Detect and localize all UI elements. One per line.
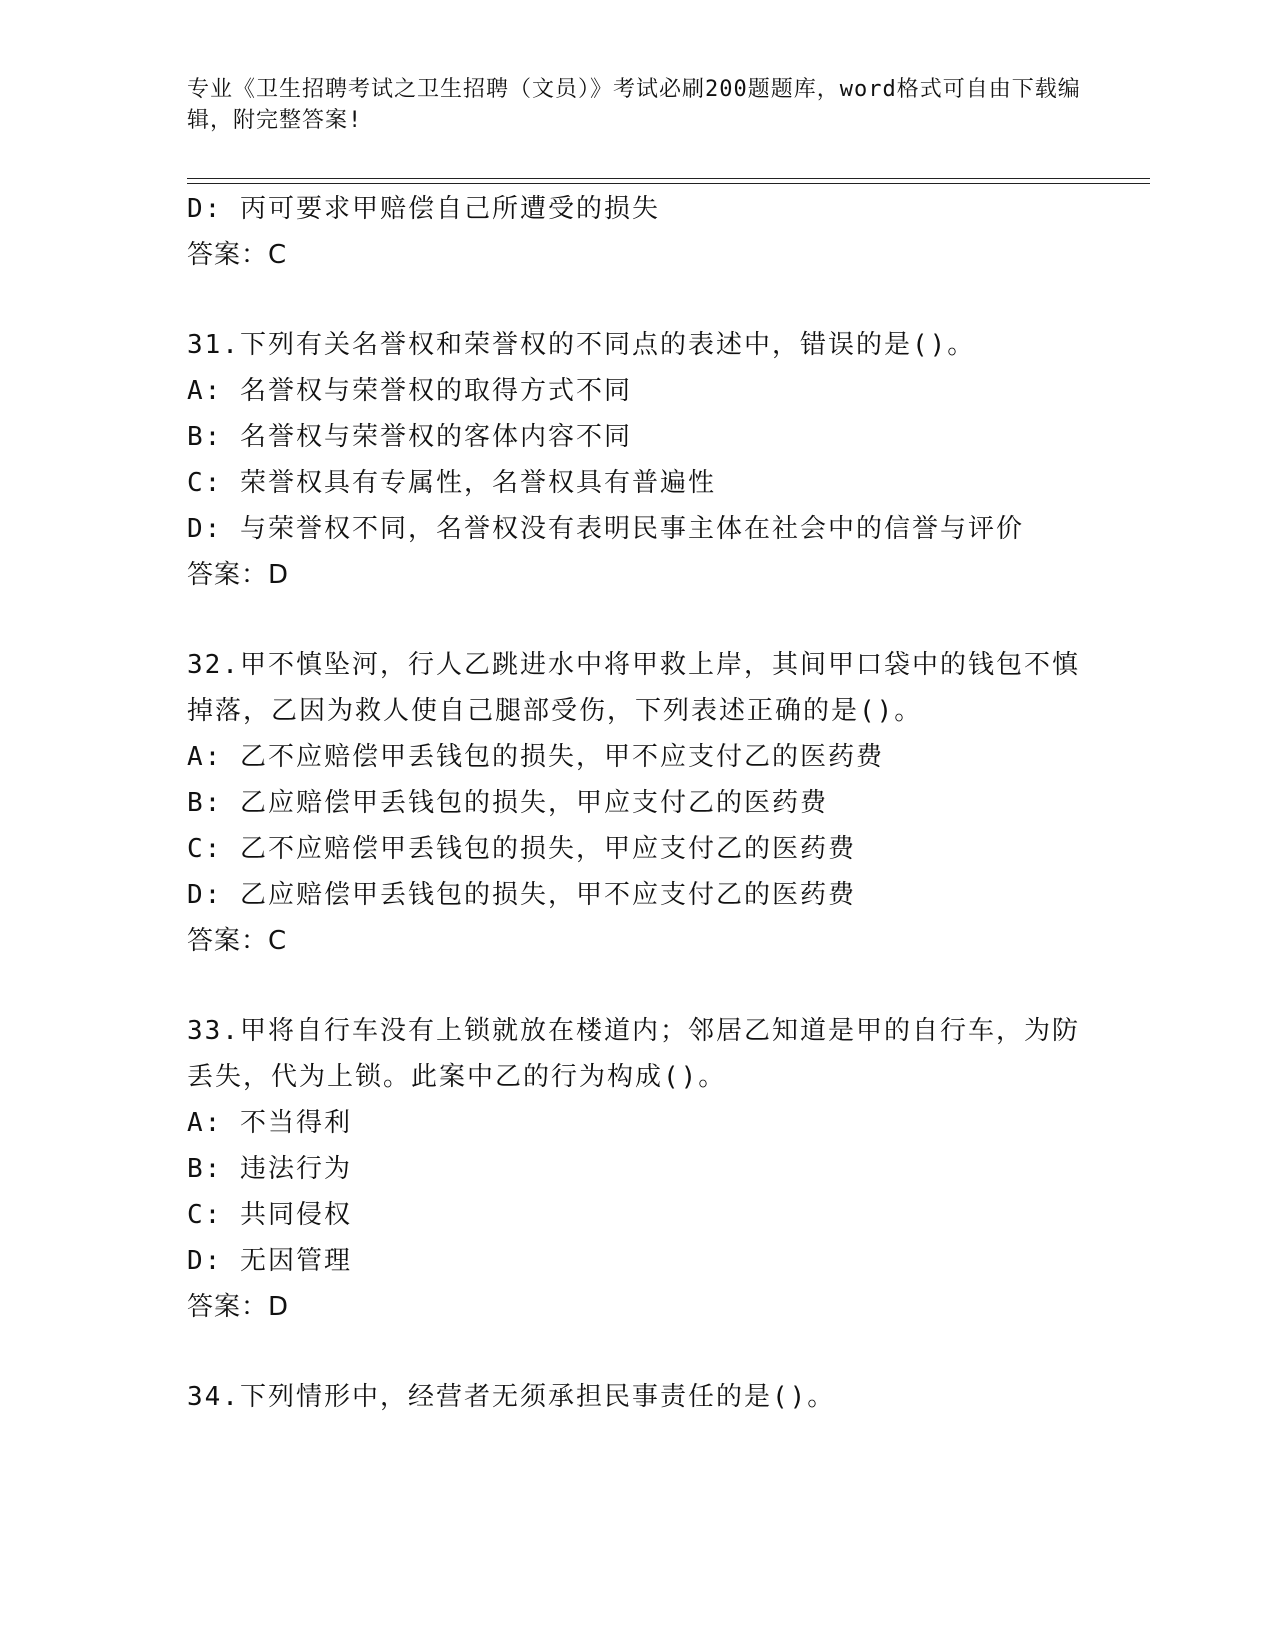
spacer (187, 1330, 1087, 1374)
header-divider-bottom (187, 183, 1150, 184)
option-a: A: 不当得利 (187, 1108, 352, 1138)
header-divider-top (187, 178, 1150, 179)
option-b: B: 违法行为 (187, 1154, 352, 1184)
answer: 答案：C (187, 926, 288, 956)
option-c: C: 荣誉权具有专属性，名誉权具有普遍性 (187, 468, 716, 498)
option-a: A: 名誉权与荣誉权的取得方式不同 (187, 376, 632, 406)
question-31: 31.下列有关名誉权和荣誉权的不同点的表述中，错误的是()。 (187, 330, 976, 360)
question-33: 33.甲将自行车没有上锁就放在楼道内；邻居乙知道是甲的自行车，为防丢失，代为上锁。此案中乙的行为构成()。 (187, 1016, 1080, 1092)
spacer (187, 598, 1087, 642)
option-c: C: 共同侵权 (187, 1200, 352, 1230)
question-34: 34.下列情形中，经营者无须承担民事责任的是()。 (187, 1382, 836, 1412)
option-d: D: 丙可要求甲赔偿自己所遭受的损失 (187, 194, 660, 224)
spacer (187, 278, 1087, 322)
answer: 答案：C (187, 240, 288, 270)
answer: 答案：D (187, 1292, 290, 1322)
option-b: B: 乙应赔偿甲丢钱包的损失，甲应支付乙的医药费 (187, 788, 828, 818)
spacer (187, 964, 1087, 1008)
document-header: 专业《卫生招聘考试之卫生招聘（文员）》考试必刷200题题库，word格式可自由下载编辑，附完整答案! (187, 77, 1081, 133)
option-b: B: 名誉权与荣誉权的客体内容不同 (187, 422, 632, 452)
option-d: D: 乙应赔偿甲丢钱包的损失，甲不应支付乙的医药费 (187, 880, 856, 910)
question-content (187, 186, 1087, 1420)
option-c: C: 乙不应赔偿甲丢钱包的损失，甲应支付乙的医药费 (187, 834, 856, 864)
option-d: D: 无因管理 (187, 1246, 352, 1276)
option-a: A: 乙不应赔偿甲丢钱包的损失，甲不应支付乙的医药费 (187, 742, 884, 772)
option-d: D: 与荣誉权不同，名誉权没有表明民事主体在社会中的信誉与评价 (187, 514, 1024, 544)
question-32: 32.甲不慎坠河，行人乙跳进水中将甲救上岸，其间甲口袋中的钱包不慎掉落，乙因为救人使自己腿部受伤，下列表述正确的是()。 (187, 650, 1080, 726)
answer: 答案：D (187, 560, 290, 590)
